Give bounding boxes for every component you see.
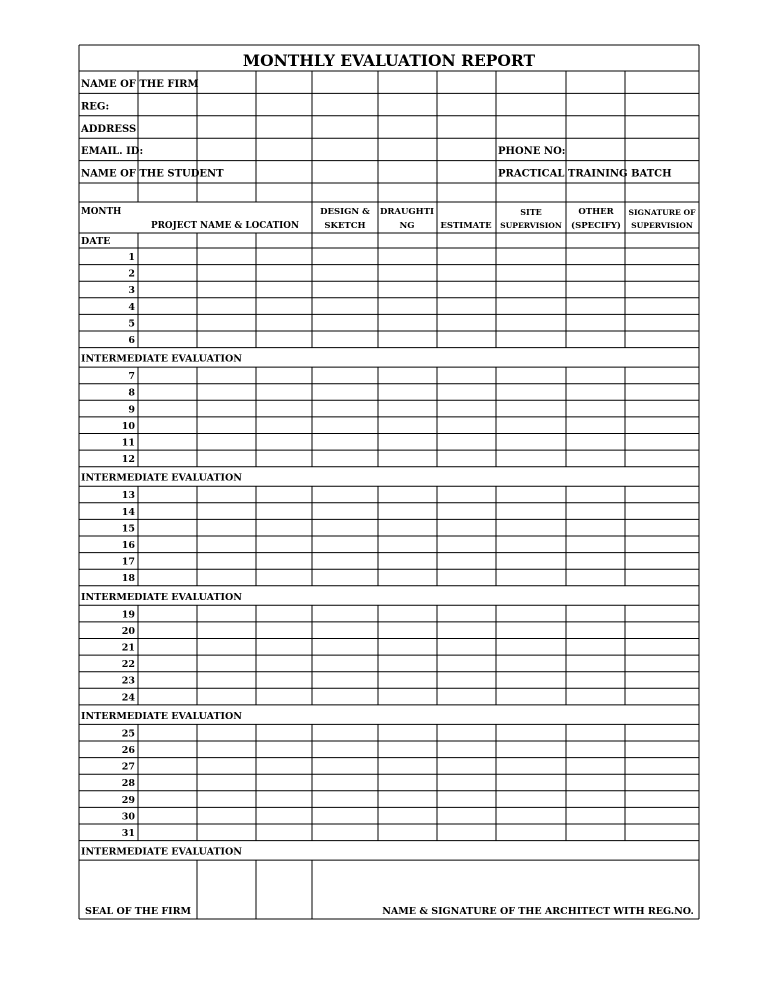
day-number: 11 — [121, 437, 135, 449]
draughting-header: DRAUGHTI — [379, 207, 435, 217]
site-supervision-header-2: SUPERVISION — [500, 221, 562, 230]
project-header: PROJECT NAME & LOCATION — [150, 221, 300, 231]
signature-header-2: SUPERVISION — [631, 221, 693, 230]
email-label: EMAIL. ID: — [81, 146, 144, 158]
day-number: 1 — [128, 252, 135, 263]
student-name-label: NAME OF THE STUDENT — [81, 168, 224, 180]
day-number: 9 — [128, 404, 135, 416]
phone-label: PHONE NO: — [498, 146, 566, 158]
day-number: 25 — [121, 728, 135, 740]
signature-header: SIGNATURE OF — [628, 208, 696, 217]
seal-label: SEAL OF THE FIRM — [85, 906, 191, 917]
day-number: 26 — [121, 745, 135, 756]
day-number: 15 — [121, 523, 135, 535]
intermediate-evaluation-label: INTERMEDIATE EVALUATION — [81, 846, 242, 858]
batch-label: PRACTICAL TRAINING BATCH — [498, 168, 672, 180]
other-header-2: (SPECIFY) — [571, 221, 621, 231]
day-number: 23 — [121, 675, 135, 687]
day-number: 3 — [128, 285, 135, 297]
day-number: 28 — [121, 778, 135, 790]
reg-label: REG: — [81, 101, 110, 113]
draughting-header-2: NG — [399, 221, 415, 231]
day-number: 6 — [128, 335, 135, 346]
architect-signature-label: NAME & SIGNATURE OF THE ARCHITECT WITH REG.NO. — [382, 906, 694, 917]
day-number: 31 — [121, 828, 135, 839]
other-header: OTHER — [578, 207, 614, 217]
day-number: 7 — [128, 371, 135, 383]
month-header: MONTH — [81, 207, 122, 217]
day-number: 14 — [121, 506, 135, 518]
day-number: 2 — [128, 268, 135, 280]
day-number: 10 — [121, 420, 135, 432]
day-number: 20 — [121, 625, 135, 637]
day-number: 27 — [121, 761, 135, 773]
intermediate-evaluation-label: INTERMEDIATE EVALUATION — [81, 472, 242, 484]
design-header: DESIGN & — [320, 207, 370, 217]
day-number: 16 — [121, 540, 135, 551]
day-number: 18 — [121, 573, 135, 585]
day-number: 8 — [128, 387, 135, 399]
design-header-2: SKETCH — [324, 221, 366, 231]
day-number: 5 — [128, 318, 135, 330]
estimate-header: ESTIMATE — [440, 221, 492, 231]
day-number: 30 — [121, 811, 135, 823]
date-label: DATE — [81, 236, 111, 247]
day-number: 29 — [121, 794, 135, 806]
day-number: 24 — [121, 692, 135, 704]
page-title: MONTHLY EVALUATION REPORT — [242, 51, 536, 70]
day-number: 21 — [121, 642, 135, 654]
intermediate-evaluation-label: INTERMEDIATE EVALUATION — [81, 591, 242, 603]
site-supervision-header: SITE — [520, 207, 542, 217]
day-number: 17 — [121, 556, 135, 568]
day-number: 4 — [128, 301, 135, 313]
firm-name-label: NAME OF THE FIRM — [81, 79, 199, 90]
intermediate-evaluation-label: INTERMEDIATE EVALUATION — [81, 710, 242, 722]
day-number: 19 — [121, 609, 135, 621]
day-number: 22 — [121, 659, 135, 671]
intermediate-evaluation-label: INTERMEDIATE EVALUATION — [81, 353, 242, 365]
day-number: 13 — [121, 490, 135, 502]
day-number: 12 — [121, 454, 135, 466]
address-label: ADDRESS — [81, 123, 137, 135]
